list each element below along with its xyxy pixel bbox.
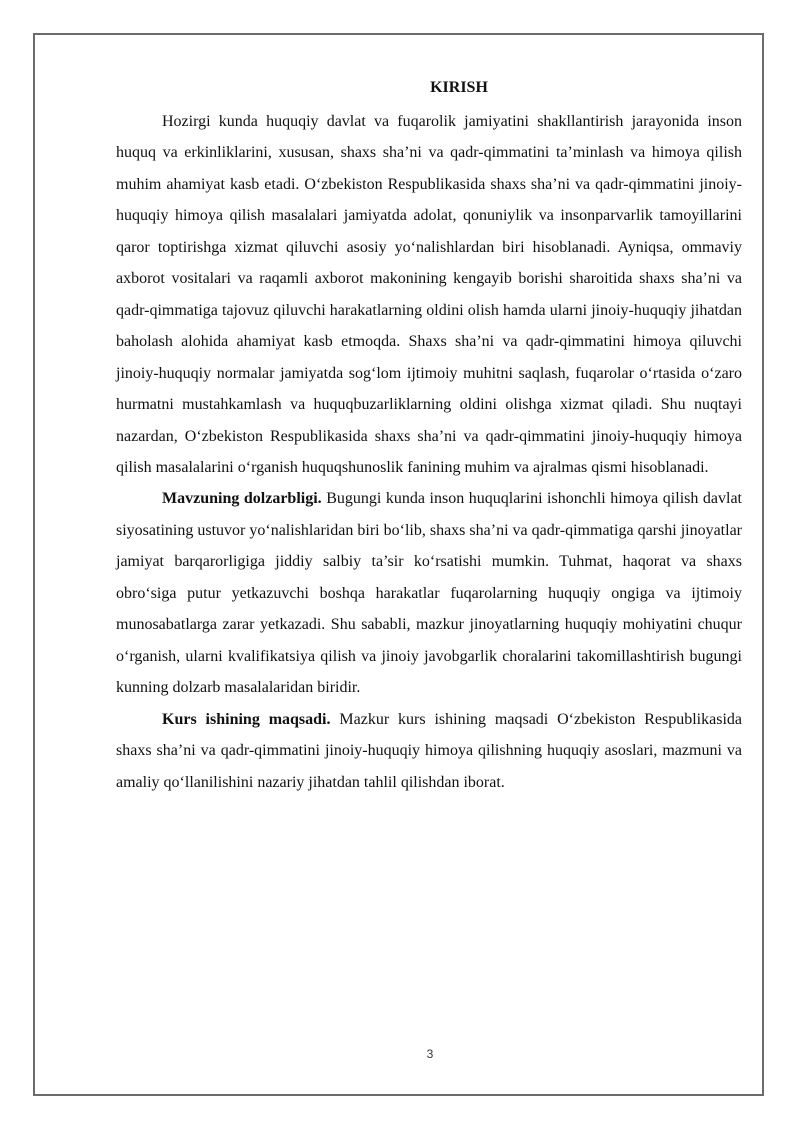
goal-paragraph bbox=[116, 704, 742, 798]
paragraph-lead: Mavzuning dolzarbligi. bbox=[162, 490, 322, 508]
document-body bbox=[116, 74, 742, 798]
paragraph-lead: Kurs ishining maqsadi. bbox=[162, 710, 331, 728]
page-number: 3 bbox=[426, 1047, 434, 1061]
section-heading: KIRISH bbox=[430, 79, 488, 96]
paragraph-text: Bugungi kunda inson huquqlarini ishonchli himoya qilish davlat siyosatining ustuvor yo‘nalishlaridan biri bo‘lib, shaxs sha’ni va qadr-qimmatiga qarshi jinoyatlar jamiyat barqarorligiga jiddiy salbiy ta’sir ko‘rsatishi mumkin. Tuhmat, haqorat va shaxs obro‘siga putur yetkazuvchi boshqa harakatlar fuqarolarning huquqiy ongiga va ijtimoiy munosabatlarga zarar yetkazadi. Shu sababli, mazkur jinoyatlarning huquqiy mohiyatini chuqur o‘rganish, ularni kvalifikatsiya qilish va jinoiy javobgarlik choralarini takomillashtirish bugungi kunning dolzarb masalalaridan biridir. bbox=[116, 490, 743, 697]
paragraph-text: Hozirgi kunda huquqiy davlat va fuqarolik jamiyatini shakllantirish jarayonida inson huquq va erkinliklarini, xususan, shaxs sha’ni va qadr-qimmatini ta’minlash va himoya qilish muhim ahamiyat kasb etadi. O‘zbekiston Respublikasida shaxs sha’ni va qadr-qimmatini jinoiy-huquqiy himoya qilish masalalari jamiyatda adolat, qonuniylik va insonparvarlik tamoyillarini qaror toptirishga xizmat qiluvchi asosiy yo‘nalishlardan biri hisoblanadi. Ayniqsa, ommaviy axborot vositalari va raqamli axborot makonining kengayib borishi sharoitida shaxs sha’ni va qadr-qimmatiga tajovuz qiluvchi harakatlarning oldini olish hamda ularni jinoiy-huquqiy jihatdan baholash alohida ahamiyat kasb etmoqda. Shaxs sha’ni va qadr-qimmatini himoya qiluvchi jinoiy-huquqiy normalar jamiyatda sog‘lom ijtimoiy muhitni saqlash, fuqarolar o‘rtasida o‘zaro hurmatni mustahkamlash va huquqbuzarliklarning oldini olishga xizmat qiladi. Shu nuqtayi nazardan, O‘zbekiston Respublikasida shaxs sha’ni va qadr-qimmatini jinoiy-huquqiy himoya qilish masalalarini o‘rganish huquqshunoslik fanining muhim va ajralmas qismi hisoblanadi. bbox=[116, 113, 742, 476]
relevance-paragraph bbox=[116, 483, 742, 703]
intro-paragraph bbox=[116, 106, 742, 483]
paragraph-text: Mazkur kurs ishining maqsadi O‘zbekiston Respublikasida shaxs sha’ni va qadr-qimmatini jinoiy-huquqiy himoya qilishning huquqiy asoslari, mazmuni va amaliy qo‘llanilishini nazariy jihatdan tahlil qilishdan iborat. bbox=[116, 710, 742, 791]
